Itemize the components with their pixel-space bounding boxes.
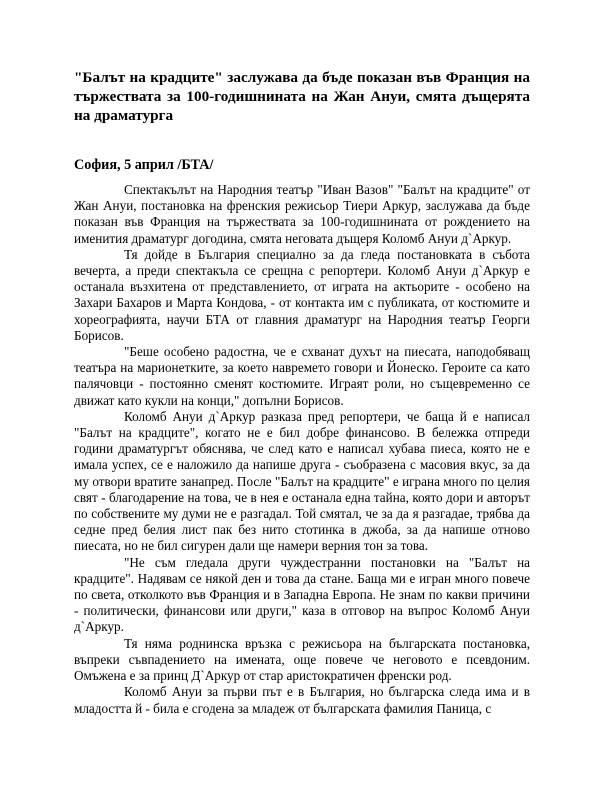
paragraph: Тя дойде в България специално за да гледа постановката в събота вечерта, а преди спектакъла се срещна с репортери. Коломб Ануи д`Аркур е останала възхитена от представлението, от играта на актьорите - особено на Захари Бахаров и Марта Кондова, - от контакта им с публиката, от костюмите и хореографията, научи БТА от главния драматург на Народния театър Георги Борисов. xyxy=(74,246,530,343)
paragraph: Коломб Ануи за първи път е в България, но българска следа има и в младостта й - била е сгодена за младеж от българската фамилия Паница, с xyxy=(74,684,530,716)
article-dateline: София, 5 април /БТА/ xyxy=(74,157,214,173)
paragraph: Спектакълът на Народния театър "Иван Вазов" "Балът на крадците" от Жан Ануи, постановка на френския режисьор Тиери Аркур, заслужава да бъде показан във Франция на тържествата за 100-годишнината от рождението на именития драматург догодина, смята неговата дъщеря Коломб Ануи д`Аркур. xyxy=(74,182,530,246)
paragraph: Тя няма роднинска връзка с режисьора на българската постановка, въпреки съвпадението на имената, още повече че неговото е псевдоним. Омъжена е за принц Д`Аркур от стар аристократичен френски род. xyxy=(74,635,530,684)
paragraph: "Беше особено радостна, че е схванат духът на пиесата, наподобяващ театъра на марионетките, за което навремето говори и Йонеско. Героите са като палячовци - постоянно сменят костюмите. Играят роли, но същевременно се движат като кукли на конци," допълни Борисов. xyxy=(74,344,530,408)
paragraph: "Не съм гледала други чуждестранни постановки на "Балът на крадците". Надявам се някой ден и това да стане. Баща ми е игран много повече по света, отколкото във Франция и в Западна Европа. Не знам по какви причини - политически, финансови или други," каза в отговор на въпрос Коломб Ануи д`Аркур. xyxy=(74,554,530,635)
article-body xyxy=(74,182,530,717)
article-title: "Балът на крадците" заслужава да бъде показан във Франция на тържествата за 100-годишнината на Жан Ануи, смята дъщерята на драматурга xyxy=(74,69,530,124)
paragraph: Коломб Ануи д`Аркур разказа пред репортери, че баща й е написал "Балът на крадците", когато не е бил добре финансово. В бележка отпреди години драматургът обяснява, че след като е написал хубава пиеса, която не е имала успех, се е наложило да напише друга - съобразена с масовия вкус, за да му отвори вратите занапред. После "Балът на крадците" е играна много по целия свят - благодарение на това, че в нея е останала една тайна, която дори и авторът по собствените му думи не е разгадал. Той смятал, че за да я разгадае, трябва да седне пред белия лист пак без нито стотинка в джоба, за да напише отново пиесата, но не бил сигурен дали ще намери верния тон за това. xyxy=(74,408,530,554)
